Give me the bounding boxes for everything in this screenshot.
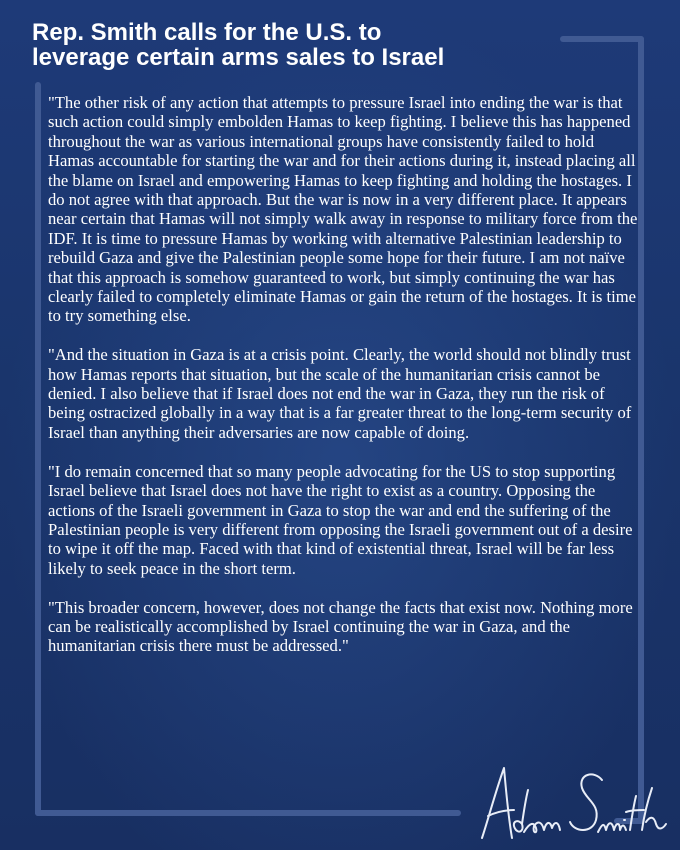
page-title-line-2: leverage certain arms sales to Israel	[32, 44, 445, 71]
quote-paragraph-1: "The other risk of any action that attempts to pressure Israel into ending the war is that such action could simply embolden Hamas to keep fighting. I believe this has happened throughout the war as various international groups have consistently failed to hold Hamas accountable for starting the war and for their actions during it, instead placing all the blame on Israel and empowering Hamas to keep fighting and holding the hostages. I do not agree with that approach. But the war is now in a very different place. It appears near certain that Hamas will not simply walk away in response to military force from the IDF. It is time to pressure Hamas by working with alternative Palestinian leadership to rebuild Gaza and give the Palestinian people some hope for their future. I am not naïve that this approach is somehow guaranteed to work, but simply continuing the war has clearly failed to completely eliminate Hamas or gain the return of the hostages. It is time to try something else.	[48, 93, 638, 326]
quote-paragraph-4: "This broader concern, however, does not change the facts that exist now. Nothing more can be realistically accomplished by Israel continuing the war in Gaza, and the humanitarian crisis there must be addressed."	[48, 597, 633, 656]
signature-image	[474, 760, 674, 845]
page-title-line-1: Rep. Smith calls for the U.S. to	[32, 19, 382, 46]
quote-body	[48, 93, 640, 675]
frame-bottom-line	[35, 810, 461, 816]
frame-left-line	[35, 82, 41, 816]
quote-paragraph-3: "I do remain concerned that so many people advocating for the US to stop supporting Israel believe that Israel does not have the right to exist as a country. Opposing the actions of the Israeli government in Gaza to stop the war and end the suffering of the Palestinian people is very different from opposing the Israeli government out of a desire to wipe it off the map. Faced with that kind of existential threat, Israel will be far less likely to seek peace in the short term.	[48, 461, 633, 578]
quote-paragraph-2: "And the situation in Gaza is at a crisis point. Clearly, the world should not blindly trust how Hamas reports that situation, but the scale of the humanitarian crisis cannot be denied. I also believe that if Israel does not end the war in Gaza, they run the risk of being ostracized globally in a way that is a far greater threat to the long-term security of Israel than anything their adversaries are now capable of doing.	[48, 345, 632, 442]
page-title	[32, 20, 632, 70]
